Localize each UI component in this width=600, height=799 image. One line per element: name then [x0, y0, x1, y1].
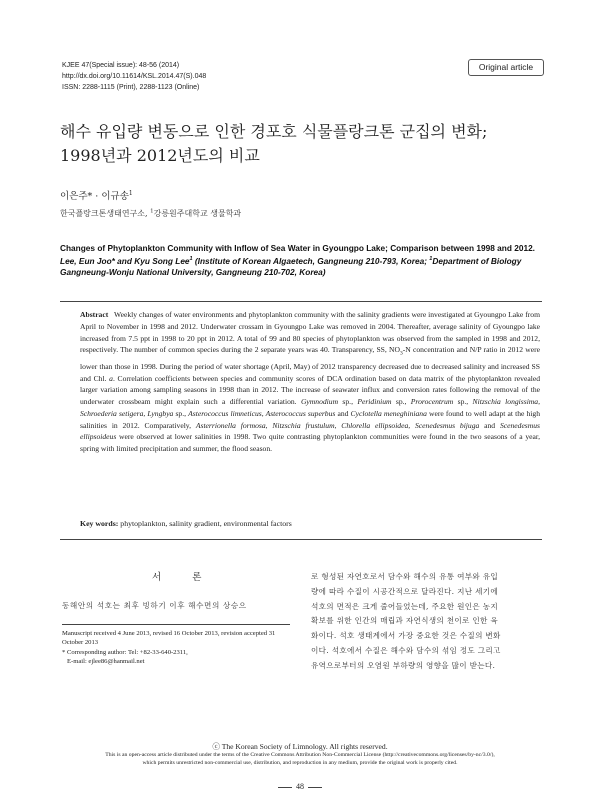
corresponding-author: * Corresponding author: Tel: +82-33-640-2311,: [62, 648, 188, 656]
species-name: Cyclotella meneghiniana: [350, 408, 427, 418]
korean-author-sup: 1: [128, 189, 133, 197]
korean-affiliation-part1: 한국플랑크톤생태연구소,: [60, 209, 151, 218]
section-heading-introduction: 서 론: [152, 572, 216, 583]
abstract-connector: sp.,: [338, 397, 358, 407]
abstract-top-rule: [60, 301, 542, 302]
species-name: Peridinium: [357, 397, 392, 407]
korean-authors: [60, 188, 133, 202]
english-title: Changes of Phytoplankton Community with Inflow of Sea Water in Gyoungpo Lake; Comparison between 1998 and 2012.: [60, 243, 535, 253]
korean-title: [60, 120, 540, 168]
abstract-text-3: . Correlation coefficients between species and community scores of DCA ordination based on data matrix of the phytoplankton revealed larger variation among sampling seasons in 1998 than in 2012. The increase of seawater influx and conversion rates following the removal of the underwater crossbeam might explain such a differential variation.: [80, 373, 540, 407]
abstract-connector: sp.,: [173, 408, 189, 418]
species-name: Prorocentrum: [410, 397, 454, 407]
intro-right-column: [311, 570, 543, 674]
abstract-connector: and: [335, 408, 351, 418]
species-name: Asterococcus limneticus, Asterococcus superbus: [188, 408, 336, 418]
manuscript-dates: Manuscript received 4 June 2013, revised 16 October 2013, revision accepted 31 October 2013: [62, 630, 276, 647]
abstract: [80, 309, 540, 455]
species-name: Nitzschia longissima, Schroederia setigera, Lyngbya: [80, 397, 540, 418]
keywords-text: phytoplankton, salinity gradient, environmental factors: [118, 519, 292, 528]
intro-left-column: 동해안의 석호는 최후 빙하기 이후 해수면의 상승으: [62, 601, 247, 610]
license-line-2: which permits unrestricted non-commercial use, distribution, and reproduction in any medium, provide the original work is properly cited.: [142, 759, 458, 766]
species-name: Asterrionella formosa, Nitzschia frustulum, Chlorella ellipsoidea, Scenedesmus bijuga: [195, 420, 480, 430]
abstract-connector: were found to well adapt at the high salinities in 2012. Comparatively,: [80, 408, 540, 430]
korean-title-line2: 1998년과 2012년도의 비교: [60, 146, 260, 165]
journal-header: [62, 60, 206, 93]
keywords-label: Key words:: [80, 519, 119, 528]
abstract-text-1: Weekly changes of water environments and phytoplankton community with the salinity gradients were investigated at Gyoungpo Lake from April to November in 1998 and 2012. Underwater crossam in Gyoungpo Lake was removed in 2004. Thereafter, average salinity of Gyoungpo lake increased from 7.5 ppt in 1998 to 20 ppt in 2012. A total of 99 and 80 species of phytoplankton was observed from the sampled in 1998 and 2012, respectively. The number of common species during the 2 separate years was 40. Transparency, SS, NO: [80, 310, 540, 355]
english-affiliation-sup: 1: [429, 256, 433, 263]
abstract-bottom-rule: [60, 539, 542, 540]
species-name: Gymnodium: [300, 397, 339, 407]
doi-link[interactable]: http://dx.doi.org/10.11614/KSL.2014.47(S).048: [62, 73, 207, 80]
abstract-text-2: -N concentration and N/P ratio in 2012 were lower than those in 1998. During the period of water shortage (April, May) of 2012 transparency decreased due to decreased salinity and increased SS and Chl.: [80, 345, 540, 383]
page-number: [0, 782, 600, 791]
footnotes: [62, 629, 292, 666]
journal-citation: KJEE 47(Special issue): 48-56 (2014): [62, 62, 180, 69]
license-line-1: This is an open-access article distributed under the terms of the Creative Commons Attribution Non-Commercial License (http://creativecommons.org/licenses/by-nc/3.0/),: [105, 752, 495, 758]
abstract-label: Abstract: [80, 310, 109, 319]
license-notice: [40, 752, 560, 767]
no3-subscript: 3: [400, 350, 403, 357]
abstract-connector: sp.,: [391, 397, 411, 407]
english-authors-sup: 1: [189, 256, 193, 263]
body-line: 유역으로부터의 오염원 부하량의 영향을 많이 받는다.: [311, 660, 496, 670]
body-line: 석호의 면적은 크게 줄어들었는데, 주요한 원인은 농지: [311, 601, 498, 611]
page-dash-right: [308, 787, 322, 788]
body-line: 화이다. 석호 생태계에서 가장 중요한 것은 수질의 변화: [311, 631, 501, 641]
page-dash-left: [278, 787, 292, 788]
english-affiliation-2: Department of Biology Gangneung-Wonju National University, Gangneung 210-702, Korea): [60, 255, 522, 278]
abstract-connector: sp.,: [453, 397, 473, 407]
keywords: [80, 519, 540, 528]
body-line: 이다. 석호에서 수질은 해수와 담수의 섞임 정도 그리고: [311, 645, 501, 655]
abstract-text-end: were observed at lower salinities in 1998. Two quite contrasting phytoplankton communities were found in the two seasons of a year, spring with limited precipitation and summer, the flood season.: [80, 432, 540, 454]
body-line: 확보를 위한 인간의 매립과 자연식생의 천이로 인한 육: [311, 616, 498, 626]
article-type-badge: Original article: [468, 59, 544, 76]
korean-affiliation-sup: 1: [150, 208, 154, 215]
page-number-value: 48: [296, 782, 304, 791]
english-title-block: [60, 243, 546, 278]
body-line: 량에 따라 수질이 시공간적으로 달라진다. 지난 세기에: [311, 586, 498, 596]
english-affiliation-1: (Institute of Korean Algaetech, Gangneung 210-793, Korea;: [194, 255, 427, 266]
footnote-rule: [62, 624, 290, 625]
korean-affiliation-part2: 강릉원주대학교 생물학과: [153, 209, 242, 218]
issn-line: ISSN: 2288-1115 (Print), 2288-1123 (Online): [62, 84, 200, 91]
copyright-notice: ⓒ The Korean Society of Limnology. All rights reserved.: [212, 742, 388, 751]
body-line: 로 형성된 자연호로서 담수와 해수의 유통 여부와 유입: [311, 572, 498, 581]
korean-author-names: 이은주* · 이규송: [60, 191, 129, 202]
species-name: Scenedesmus ellipsoideus: [80, 420, 541, 442]
chl-a-italic: a: [109, 373, 113, 383]
korean-title-line1: 해수 유입량 변동으로 인한 경포호 식물플랑크톤 군집의 변화;: [60, 122, 488, 141]
english-authors: Lee, Eun Joo* and Kyu Song Lee: [60, 255, 190, 266]
abstract-connector: and: [479, 420, 500, 430]
korean-affiliation: [60, 208, 241, 219]
corresponding-email[interactable]: E-mail: ejlee86@hanmail.net: [67, 657, 145, 665]
